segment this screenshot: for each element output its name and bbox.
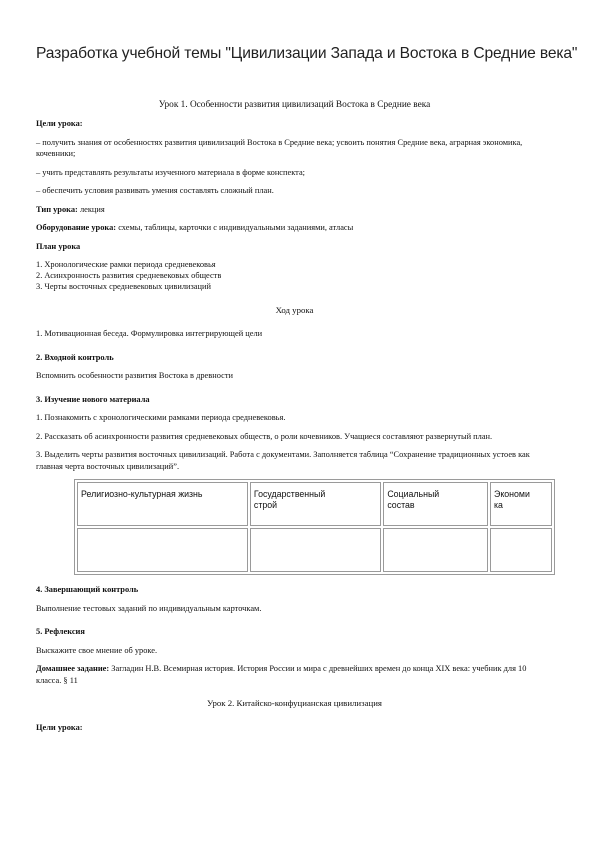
table-header-cell: Экономи ка: [490, 482, 552, 526]
step-5-heading: 5. Рефлексия: [36, 627, 85, 637]
lesson-equipment: Оборудование урока: схемы, таблицы, карточки с индивидуальными заданиями, атласы: [36, 223, 354, 232]
step-2-text: Вспомнить особенности развития Востока в древности: [36, 371, 233, 381]
table-cell-empty[interactable]: [490, 528, 552, 572]
plan-list: [36, 259, 553, 293]
plan-label: План урока: [36, 241, 81, 251]
step-1: 1. Мотивационная беседа. Формулировка интегрирующей цели: [36, 329, 263, 339]
step-4-text: Выполнение тестовых заданий по индивидуальным карточкам.: [36, 603, 262, 613]
lesson-2-heading: Урок 2. Китайско-конфуцианская цивилизация: [207, 698, 382, 709]
table-header-cell: Социальный состав: [383, 482, 488, 526]
step-3-item: 1. Познакомить с хронологическими рамками периода средневековья.: [36, 413, 286, 423]
step-3-item: 2. Рассказать об асинхронности развития средневековых обществ, о роли кочевников. Учащиеся составляют развернутый план.: [36, 431, 493, 441]
table-header-cell: Религиозно-культурная жизнь: [77, 482, 248, 526]
goal-item: – обеспечить условия развивать умения составлять сложный план.: [36, 186, 274, 195]
plan-item: 3. Черты восточных средневековых цивилизаций: [36, 282, 211, 292]
document-title: Разработка учебной темы "Цивилизации Запада и Востока в Средние века": [36, 45, 578, 62]
civilizations-table: [74, 479, 555, 575]
lesson-1-heading: Урок 1. Особенности развития цивилизаций Востока в Средние века: [158, 100, 431, 110]
step-3-heading: 3. Изучение нового материала: [36, 394, 150, 404]
step-2-heading: 2. Входной контроль: [36, 352, 114, 362]
goals-label: Цели урока:: [36, 119, 83, 128]
lesson-type: Тип урока: лекция: [36, 204, 105, 214]
table-cell-empty[interactable]: [77, 528, 248, 572]
course-heading: Ход урока: [275, 304, 314, 315]
homework: Домашнее задание: Загладин Н.В. Всемирная история. История России и мира с древнейших времен до конца XIX века: учебник для 10 класса. § 11: [36, 664, 527, 685]
table-cell-empty[interactable]: [250, 528, 381, 572]
plan-item: 2. Асинхронность развития средневековых обществ: [36, 271, 222, 281]
table-cell-empty[interactable]: [383, 528, 488, 572]
step-4-heading: 4. Завершающий контроль: [36, 585, 139, 595]
goal-item: – учить представлять результаты изученного материала в форме конспекта;: [36, 167, 305, 177]
step-5-text: Выскажите свое мнение об уроке.: [36, 645, 158, 655]
lesson-2-goals-label: Цели урока:: [36, 722, 83, 732]
plan-item: 1. Хронологические рамки периода средневековья: [36, 260, 216, 269]
step-3-item: 3. Выделить черты развития восточных цивилизаций. Работа с документами. Заполняется таблица “Сохранение традиционных устоев как главная черта восточных цивилизаций”.: [36, 450, 530, 471]
goal-item: – получить знания от особенностях развития цивилизаций Востока в Средние века; усвоить понятия Средние века, аграрная экономика, кочевники;: [36, 137, 523, 158]
table-header-cell: Государственный строй: [250, 482, 381, 526]
